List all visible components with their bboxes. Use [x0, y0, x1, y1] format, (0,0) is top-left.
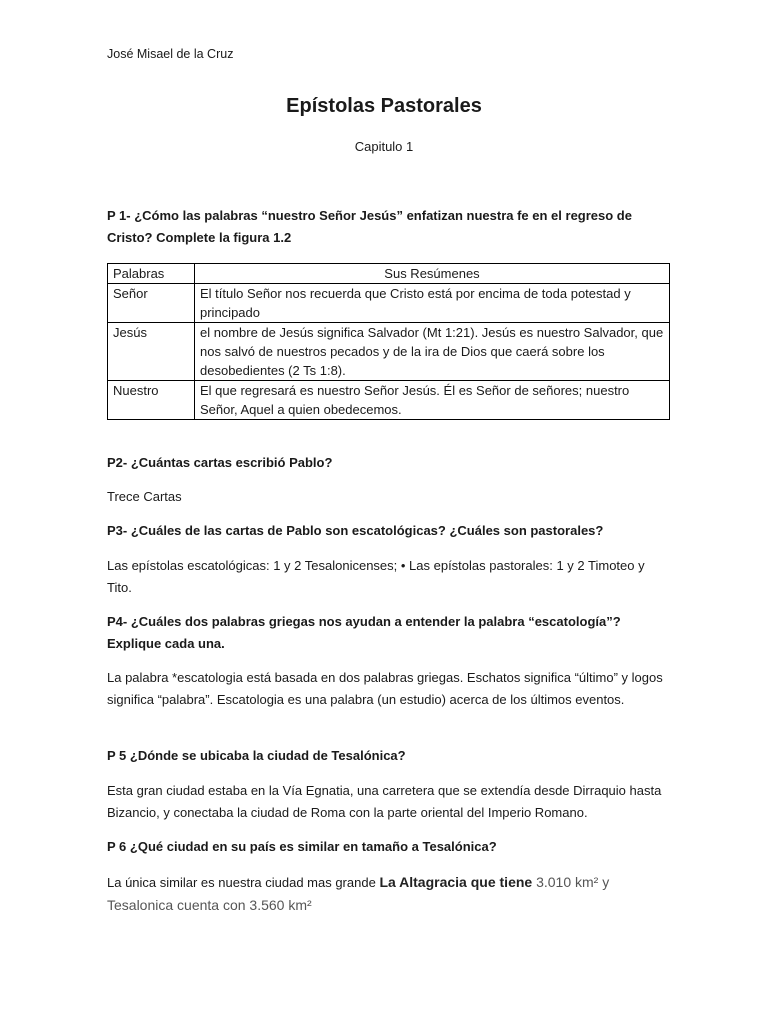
answer-6 — [107, 871, 667, 917]
question-1: P 1- ¿Cómo las palabras “nuestro Señor Jesús” enfatizan nuestra fe en el regreso de Cristo? Complete la figura 1.2 — [107, 208, 632, 245]
table-row — [108, 381, 670, 420]
table-header-row — [108, 264, 670, 284]
document-title: Epístolas Pastorales — [286, 95, 482, 117]
author-name: José Misael de la Cruz — [107, 47, 234, 61]
header-words: Palabras — [108, 264, 195, 284]
answer-4: La palabra *escatologia está basada en dos palabras griegas. Eschatos significa “último” y logos significa “palabra”. Escatologia es una palabra (un estudio) acerca de los últimos eventos. — [107, 670, 663, 707]
answer-3: Las epístolas escatológicas: 1 y 2 Tesalonicenses; • Las epístolas pastorales: 1 y 2 Timoteo y Tito. — [107, 558, 645, 595]
answer-2: Trece Cartas — [107, 489, 182, 504]
answer-6-area: 3.010 km² y Tesalonica cuenta con 3.560 km² — [107, 874, 610, 913]
table-row — [108, 323, 670, 381]
summary-table — [107, 263, 670, 420]
header-summaries: Sus Resúmenes — [195, 264, 670, 284]
answer-6-text: La única similar es nuestra ciudad mas grande — [107, 875, 380, 890]
question-6: P 6 ¿Qué ciudad en su país es similar en tamaño a Tesalónica? — [107, 839, 497, 854]
table-row — [108, 284, 670, 323]
summary-cell: El que regresará es nuestro Señor Jesús. Él es Señor de señores; nuestro Señor, Aquel a quien obedecemos. — [195, 381, 670, 420]
word-cell: Nuestro — [108, 381, 195, 420]
answer-6-highlight: La Altagracia que tiene — [379, 874, 533, 890]
question-2: P2- ¿Cuántas cartas escribió Pablo? — [107, 455, 333, 470]
word-cell: Jesús — [108, 323, 195, 381]
word-cell: Señor — [108, 284, 195, 323]
question-3: P3- ¿Cuáles de las cartas de Pablo son escatológicas? ¿Cuáles son pastorales? — [107, 523, 604, 538]
summary-cell: el nombre de Jesús significa Salvador (Mt 1:21). Jesús es nuestro Salvador, que nos salvó de nuestros pecados y de la ira de Dios que caerá sobre los desobedientes (2 Ts 1:8). — [195, 323, 670, 381]
summary-cell: El título Señor nos recuerda que Cristo está por encima de toda potestad y principado — [195, 284, 670, 323]
chapter-label: Capitulo 1 — [354, 139, 414, 154]
question-5: P 5 ¿Dónde se ubicaba la ciudad de Tesalónica? — [107, 748, 406, 763]
question-4: P4- ¿Cuáles dos palabras griegas nos ayudan a entender la palabra “escatología”? Explique cada una. — [107, 614, 621, 651]
answer-5: Esta gran ciudad estaba en la Vía Egnatia, una carretera que se extendía desde Dirraquio hasta Bizancio, y conectaba la ciudad de Roma con la parte oriental del Imperio Romano. — [107, 783, 662, 820]
